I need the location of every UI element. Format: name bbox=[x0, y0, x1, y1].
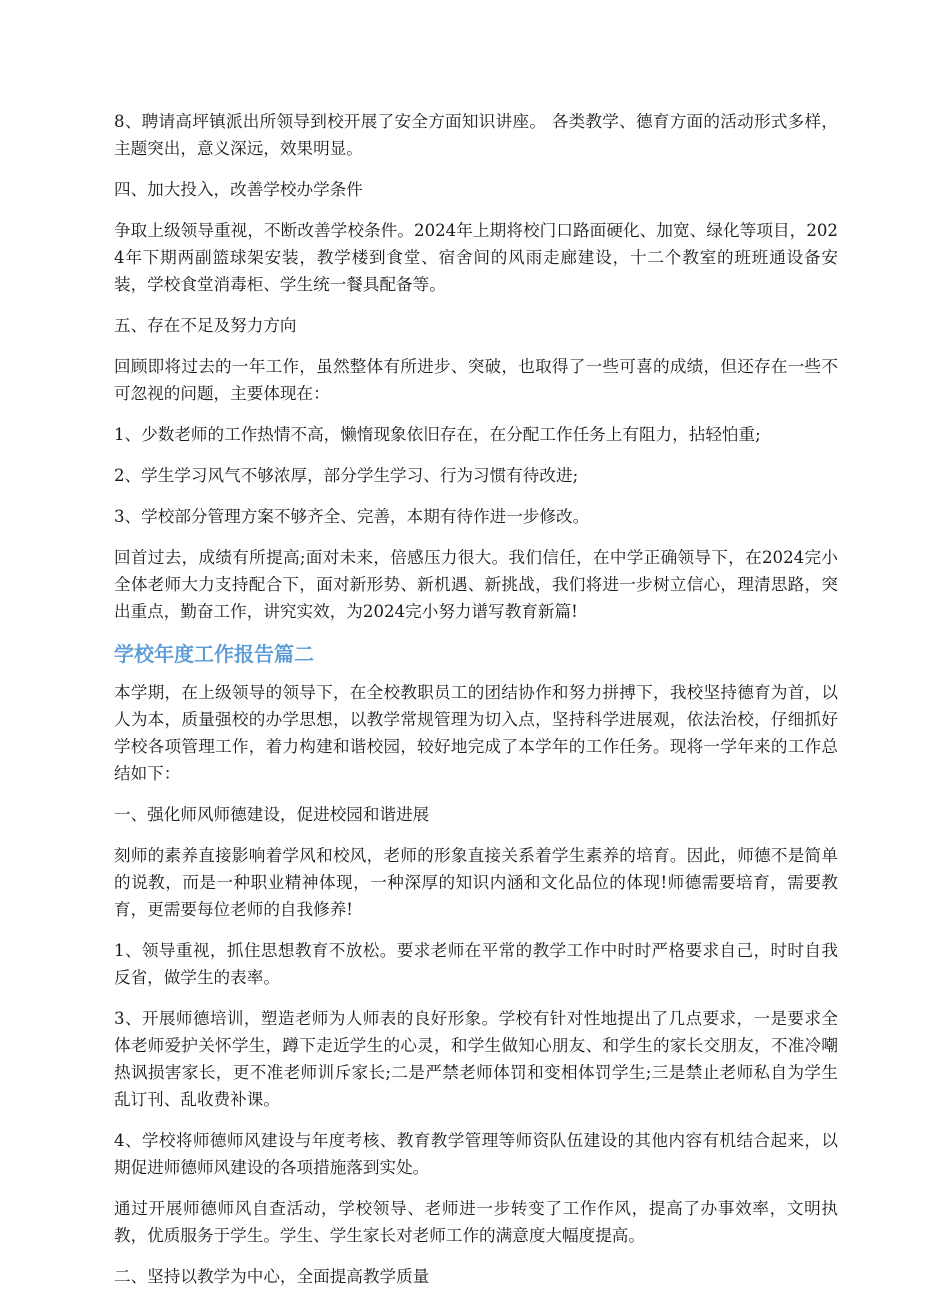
para-self-check: 通过开展师德师风自查活动，学校领导、老师进一步转变了工作作风，提高了办事效率，文明执教，优质服务于学生。学生、学生家长对老师工作的满意度大幅度提高。 bbox=[114, 1199, 838, 1245]
section-1-title: 一、强化师风师德建设，促进校园和谐进展 bbox=[114, 805, 430, 824]
para-measure-4: 4、学校将师德师风建设与年度考核、教育教学管理等师资队伍建设的其他内容有机结合起来，以期促进师德师风建设的各项措施落到实处。 bbox=[114, 1131, 838, 1177]
para-item-8-safety-lecture: 8、聘请高坪镇派出所领导到校开展了安全方面知识讲座。 各类教学、德育方面的活动形式多样，主题突出，意义深远，效果明显。 bbox=[114, 112, 838, 158]
para-problem-3: 3、学校部分管理方案不够齐全、完善，本期有待作进一步修改。 bbox=[114, 507, 590, 526]
para-review: 回顾即将过去的一年工作，虽然整体有所进步、突破，也取得了一些可喜的成绩，但还存在一些不可忽视的问题，主要体现在： bbox=[114, 357, 838, 403]
para-intro: 本学期，在上级领导的领导下，在全校教职员工的团结协作和努力拼搏下，我校坚持德育为首，以人为本，质量强校的办学思想，以教学常规管理为切入点，坚持科学进展观，依法治校，仔细抓好学校各项管理工作，着力构建和谐校园，较好地完成了本学年的工作任务。现将一学年来的工作总结如下： bbox=[114, 683, 838, 783]
section-4-title: 四、加大投入，改善学校办学条件 bbox=[114, 180, 363, 199]
heading-report-part-2: 学校年度工作报告篇二 bbox=[114, 642, 314, 666]
para-investment: 争取上级领导重视，不断改善学校条件。2024年上期将校门口路面硬化、加宽、绿化等项目，2024年下期两副篮球架安装，教学楼到食堂、宿舍间的风雨走廊建设，十二个教室的班班通设备安装，学校食堂消毒柜、学生统一餐具配备等。 bbox=[114, 221, 838, 294]
section-2-title: 二、坚持以教学为中心，全面提高教学质量 bbox=[114, 1267, 430, 1286]
para-measure-3: 3、开展师德培训，塑造老师为人师表的良好形象。学校有针对性地提出了几点要求，一是要求全体老师爱护关怀学生，蹲下走近学生的心灵，和学生做知心朋友、和学生的家长交朋友，不准冷嘲热讽损害家长，更不准老师训斥家长;二是严禁老师体罚和变相体罚学生;三是禁止老师私自为学生乱订刊、乱收费补课。 bbox=[114, 1009, 838, 1109]
para-problem-2: 2、学生学习风气不够浓厚，部分学生学习、行为习惯有待改进; bbox=[114, 466, 579, 485]
para-measure-1: 1、领导重视，抓住思想教育不放松。要求老师在平常的教学工作中时时严格要求自己，时时自我反省，做学生的表率。 bbox=[114, 941, 838, 987]
para-outlook: 回首过去，成绩有所提高;面对未来，倍感压力很大。我们信任，在中学正确领导下，在2024完小全体老师大力支持配合下，面对新形势、新机遇、新挑战，我们将进一步树立信心，理清思路，突出重点，勤奋工作，讲究实效，为2024完小努力谱写教育新篇! bbox=[114, 548, 838, 621]
document-page bbox=[114, 108, 838, 1304]
section-5-title: 五、存在不足及努力方向 bbox=[114, 316, 297, 335]
para-teacher-ethics: 刻师的素养直接影响着学风和校风，老师的形象直接关系着学生素养的培育。因此，师德不是简单的说教，而是一种职业精神体现，一种深厚的知识内涵和文化品位的体现!师德需要培育，需要教育，更需要每位老师的自我修养! bbox=[114, 846, 838, 919]
para-problem-1: 1、少数老师的工作热情不高，懒惰现象依旧存在，在分配工作任务上有阻力，拈轻怕重; bbox=[114, 425, 761, 444]
